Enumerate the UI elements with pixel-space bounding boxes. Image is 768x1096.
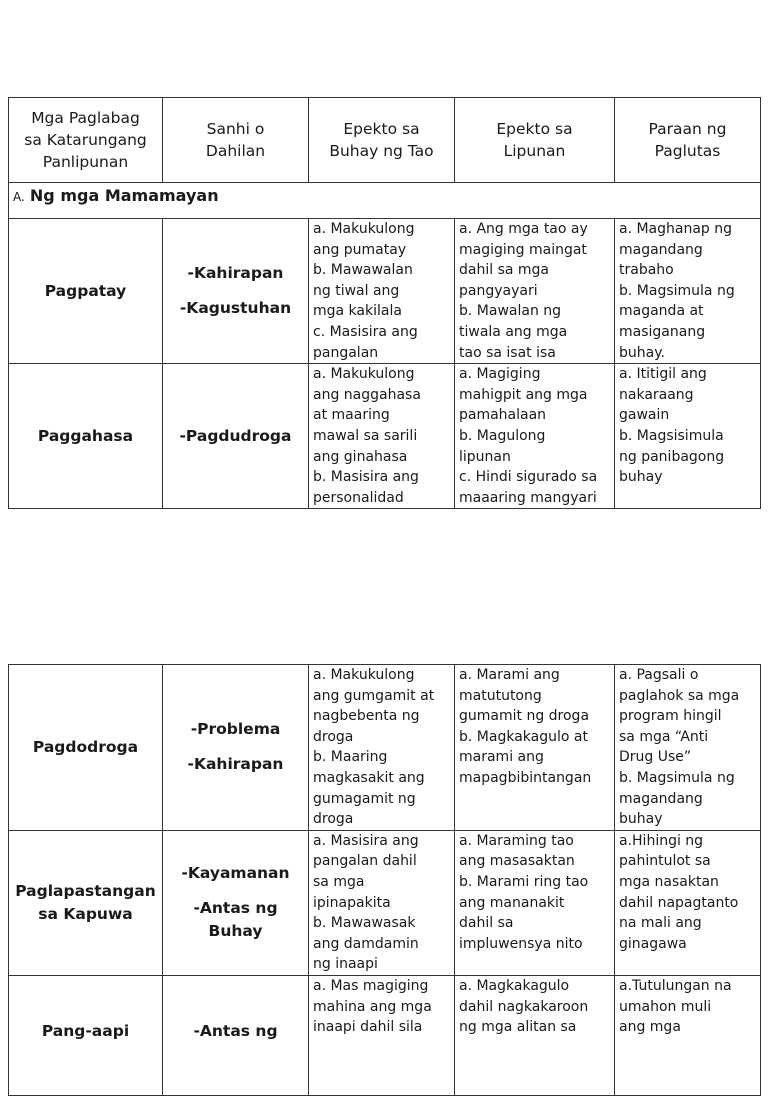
violation-cell: Pagpatay (9, 219, 163, 364)
solution-cell: a.Hihingi ng pahintulot sa mga nasaktan dahil napagtanto na mali ang ginagawa (615, 830, 761, 975)
header-effect-society: Epekto sa Lipunan (455, 98, 615, 183)
effect-society-cell: a. Ang mga tao ay magiging maingat dahil sa mga pangyayari b. Mawalan ng tiwala ang mga tao sa isat isa (455, 219, 615, 364)
cause-cell (163, 830, 309, 975)
section-letter: A. (13, 190, 25, 204)
violation-cell: Paggahasa (9, 364, 163, 509)
solution-cell: a. Pagsali o paglahok sa mga program hingil sa mga “Anti Drug Use” b. Magsimula ng magandang buhay (615, 665, 761, 831)
solution-cell: a.Tutulungan na umahon muli ang mga (615, 975, 761, 1095)
violation-cell (9, 975, 163, 1095)
solution-cell: a. Ititigil ang nakaraang gawain b. Magsisimula ng panibagong buhay (615, 364, 761, 509)
cause-item: -Kagustuhan (179, 299, 292, 318)
effect-society-cell: a. Maraming tao ang masasaktan b. Marami ring tao ang mananakit dahil sa impluwensya nito (455, 830, 615, 975)
table-row (9, 364, 761, 509)
section-row (9, 183, 761, 219)
section-title: Ng mga Mamamayan (29, 186, 219, 205)
table-row (9, 219, 761, 364)
cause-item: -Antas ng Buhay (193, 899, 278, 941)
effect-person-cell: a. Makukulong ang pumatay b. Mawawalan ng tiwal ang mga kakilala c. Masisira ang pangalan (309, 219, 455, 364)
violation-cell: Pagdodroga (9, 665, 163, 831)
header-violation: Mga Paglabag sa Katarungang Panlipunan (9, 98, 163, 183)
effect-person-cell: a. Makukulong ang gumgamit at nagbebenta ng droga b. Maaring magkasakit ang gumagamit ng droga (309, 665, 455, 831)
effect-society-cell: a. Magkakagulo dahil nagkakaroon ng mga alitan sa (455, 975, 615, 1095)
violation-label: Pang-aapi (41, 1021, 130, 1040)
cause-item: -Kahirapan (187, 264, 284, 283)
table-part-2 (8, 664, 761, 1096)
cause-item: -Kayamanan (181, 864, 290, 883)
effect-person-cell: a. Mas magiging mahina ang mga inaapi dahil sila (309, 975, 455, 1095)
solution-cell: a. Maghanap ng magandang trabaho b. Magsimula ng maganda at masiganang buhay. (615, 219, 761, 364)
effect-person-cell: a. Makukulong ang naggahasa at maaring mawal sa sarili ang ginahasa b. Masisira ang personalidad (309, 364, 455, 509)
cause-cell (163, 975, 309, 1095)
table-part-1 (8, 97, 761, 509)
effect-society-cell: a. Marami ang matututong gumamit ng droga b. Magkakagulo at marami ang mapagbibintangan (455, 665, 615, 831)
header-effect-person: Epekto sa Buhay ng Tao (309, 98, 455, 183)
cause-cell (163, 219, 309, 364)
table-row (9, 975, 761, 1095)
table-row (9, 665, 761, 831)
table-row (9, 830, 761, 975)
cause-item: -Kahirapan (187, 755, 284, 774)
effect-society-cell: a. Magiging mahigpit ang mga pamahalaan b. Magulong lipunan c. Hindi sigurado sa maaaring mangyari (455, 364, 615, 509)
cause-item: -Pagdudroga (179, 426, 292, 445)
cause-item: -Antas ng (193, 1021, 278, 1040)
effect-person-cell: a. Masisira ang pangalan dahil sa mga ipinapakita b. Mawawasak ang damdamin ng inaapi (309, 830, 455, 975)
header-row (9, 98, 761, 183)
header-solution: Paraan ng Paglutas (615, 98, 761, 183)
cause-item: -Problema (190, 720, 281, 739)
header-cause: Sanhi o Dahilan (163, 98, 309, 183)
section-heading (9, 183, 761, 219)
violation-cell: Paglapastangan sa Kapuwa (9, 830, 163, 975)
cause-cell (163, 665, 309, 831)
cause-cell (163, 364, 309, 509)
